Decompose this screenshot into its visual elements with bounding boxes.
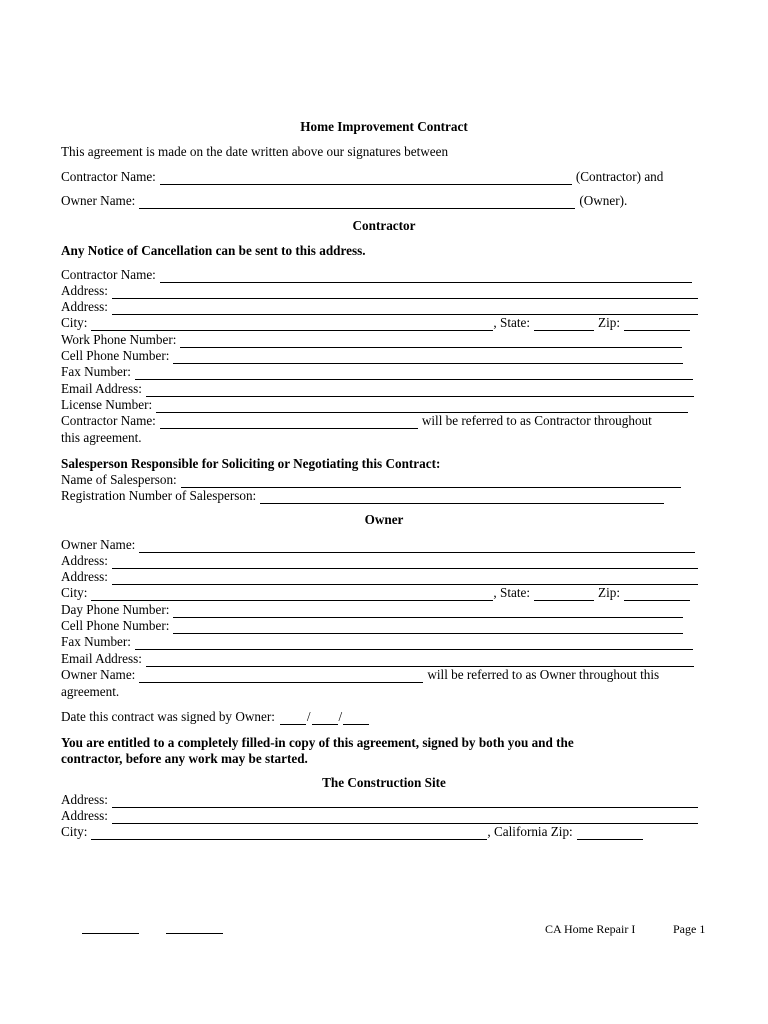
- owner-address2-label: Address:: [61, 569, 108, 584]
- salesperson-name-label: Name of Salesperson:: [61, 472, 177, 487]
- owner-day-phone-field[interactable]: [173, 605, 683, 618]
- party-owner-label: Owner Name:: [61, 193, 136, 208]
- party-contractor-name-field[interactable]: [160, 172, 572, 185]
- owner-name-label: Owner Name:: [61, 537, 136, 552]
- salesperson-registration-row: [61, 488, 665, 504]
- contractor-referred-row: [61, 413, 652, 429]
- contractor-address1-field[interactable]: [112, 286, 698, 299]
- contractor-city-field[interactable]: [91, 318, 493, 331]
- owner-fax-row: [61, 634, 694, 650]
- owner-referred-row: [61, 667, 659, 683]
- contractor-address2-row: [61, 299, 699, 315]
- owner-referred-label: Owner Name:: [61, 667, 136, 682]
- owner-email-field[interactable]: [146, 654, 694, 667]
- contractor-heading: Contractor: [352, 218, 416, 233]
- owner-state-label: , State:: [493, 585, 531, 600]
- contractor-license-row: [61, 397, 689, 413]
- entitled-notice-line2: contractor, before any work may be started.: [61, 751, 308, 766]
- signed-date-month-field[interactable]: [280, 712, 306, 725]
- contractor-city-row: [61, 315, 691, 331]
- contractor-fax-row: [61, 364, 694, 380]
- contractor-referred-label: Contractor Name:: [61, 413, 156, 428]
- owner-zip-label: Zip:: [598, 585, 621, 600]
- owner-cell-phone-field[interactable]: [173, 621, 683, 634]
- signed-date-row: [61, 709, 370, 725]
- site-city-row: [61, 824, 644, 840]
- contractor-zip-field[interactable]: [624, 318, 690, 331]
- contractor-state-label: , State:: [493, 315, 531, 330]
- owner-name-row: [61, 537, 696, 553]
- salesperson-name-row: [61, 472, 682, 488]
- owner-cell-phone-row: [61, 618, 684, 634]
- owner-fax-label: Fax Number:: [61, 634, 131, 649]
- salesperson-registration-label: Registration Number of Salesperson:: [61, 488, 257, 503]
- owner-address1-row: [61, 553, 699, 569]
- footer-page-number: Page 1: [673, 922, 706, 936]
- signed-date-sep2: /: [338, 709, 343, 724]
- party-contractor-row: [61, 169, 663, 185]
- site-address2-field[interactable]: [112, 811, 698, 824]
- owner-city-row: [61, 585, 691, 601]
- owner-city-label: City:: [61, 585, 88, 600]
- salesperson-heading: Salesperson Responsible for Soliciting or Negotiating this Contract:: [61, 456, 441, 471]
- contractor-city-label: City:: [61, 315, 88, 330]
- party-owner-name-field[interactable]: [139, 196, 575, 209]
- contractor-work-phone-label: Work Phone Number:: [61, 332, 177, 347]
- contractor-cell-phone-field[interactable]: [173, 351, 683, 364]
- site-address2-row: [61, 808, 699, 824]
- construction-site-heading: The Construction Site: [322, 775, 446, 790]
- contractor-state-field[interactable]: [534, 318, 594, 331]
- owner-address1-field[interactable]: [112, 556, 698, 569]
- site-zip-label: , California Zip:: [487, 824, 573, 839]
- signed-date-day-field[interactable]: [312, 712, 338, 725]
- site-address1-field[interactable]: [112, 795, 698, 808]
- site-city-field[interactable]: [91, 827, 487, 840]
- contractor-work-phone-field[interactable]: [180, 335, 682, 348]
- contractor-address1-label: Address:: [61, 283, 108, 298]
- owner-email-label: Email Address:: [61, 651, 142, 666]
- document-title: Home Improvement Contract: [300, 119, 468, 134]
- site-zip-field[interactable]: [577, 827, 643, 840]
- owner-cell-phone-label: Cell Phone Number:: [61, 618, 170, 633]
- contractor-address1-row: [61, 283, 699, 299]
- owner-fax-field[interactable]: [135, 637, 693, 650]
- owner-day-phone-label: Day Phone Number:: [61, 602, 170, 617]
- initials-line-1[interactable]: [82, 933, 139, 934]
- salesperson-name-field[interactable]: [181, 475, 681, 488]
- owner-state-field[interactable]: [534, 588, 594, 601]
- owner-city-field[interactable]: [91, 588, 493, 601]
- signed-date-sep1: /: [306, 709, 311, 724]
- owner-day-phone-row: [61, 602, 684, 618]
- contractor-address2-label: Address:: [61, 299, 108, 314]
- owner-heading: Owner: [364, 512, 404, 527]
- salesperson-registration-field[interactable]: [260, 491, 664, 504]
- contractor-fax-label: Fax Number:: [61, 364, 131, 379]
- owner-email-row: [61, 651, 695, 667]
- footer-form-name: CA Home Repair I: [545, 922, 636, 936]
- contractor-work-phone-row: [61, 332, 683, 348]
- contractor-license-label: License Number:: [61, 397, 153, 412]
- party-contractor-label: Contractor Name:: [61, 169, 156, 184]
- contractor-name-field[interactable]: [160, 270, 692, 283]
- owner-referred-field[interactable]: [139, 670, 423, 683]
- cancellation-notice: Any Notice of Cancellation can be sent to this address.: [61, 243, 366, 258]
- site-city-label: City:: [61, 824, 88, 839]
- contractor-fax-field[interactable]: [135, 367, 693, 380]
- contractor-email-label: Email Address:: [61, 381, 142, 396]
- intro-text: This agreement is made on the date written above our signatures between: [61, 144, 449, 159]
- signed-date-label: Date this contract was signed by Owner:: [61, 709, 275, 724]
- contractor-zip-label: Zip:: [598, 315, 621, 330]
- site-address2-label: Address:: [61, 808, 108, 823]
- party-contractor-suffix: (Contractor) and: [575, 169, 664, 184]
- site-address1-label: Address:: [61, 792, 108, 807]
- owner-referred-suffix: will be referred to as Owner throughout this: [427, 667, 660, 682]
- signed-date-year-field[interactable]: [343, 712, 369, 725]
- contractor-name-row: [61, 267, 693, 283]
- owner-zip-field[interactable]: [624, 588, 690, 601]
- contractor-referred-cont: this agreement.: [61, 430, 142, 445]
- party-owner-suffix: (Owner).: [579, 193, 628, 208]
- initials-line-2[interactable]: [166, 933, 223, 934]
- contractor-referred-suffix: will be referred to as Contractor throughout: [421, 413, 652, 428]
- contractor-name-label: Contractor Name:: [61, 267, 156, 282]
- contractor-email-field[interactable]: [146, 384, 694, 397]
- contractor-cell-phone-label: Cell Phone Number:: [61, 348, 170, 363]
- contractor-email-row: [61, 381, 695, 397]
- contractor-license-field[interactable]: [156, 400, 688, 413]
- owner-name-field[interactable]: [139, 540, 695, 553]
- party-owner-row: [61, 193, 627, 209]
- entitled-notice-line1: You are entitled to a completely filled-in copy of this agreement, signed by both you and the: [61, 735, 574, 750]
- owner-address2-row: [61, 569, 699, 585]
- owner-address2-field[interactable]: [112, 572, 698, 585]
- contractor-cell-phone-row: [61, 348, 684, 364]
- site-address1-row: [61, 792, 699, 808]
- contractor-address2-field[interactable]: [112, 302, 698, 315]
- owner-referred-cont: agreement.: [61, 684, 120, 699]
- owner-address1-label: Address:: [61, 553, 108, 568]
- contractor-referred-field[interactable]: [160, 416, 418, 429]
